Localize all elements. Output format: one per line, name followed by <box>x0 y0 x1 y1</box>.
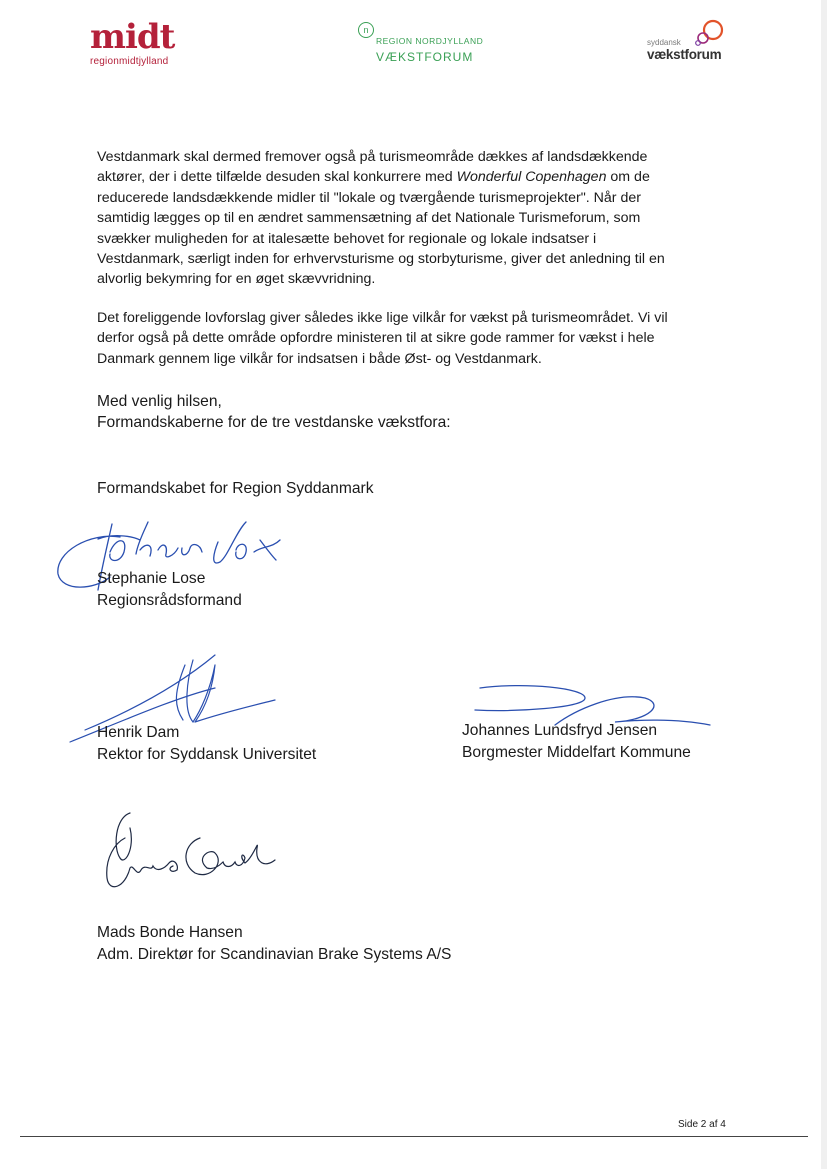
p1-line-3: reducerede landsdækkende midler til "lokale og tværgående turismeprojekter". Når der <box>97 189 641 206</box>
signatory-2-name: Henrik Dam <box>97 724 180 741</box>
logo-nord-line1: REGION NORDJYLLAND <box>376 36 484 46</box>
logo-midt-sub: regionmidtjylland <box>90 56 169 67</box>
logo-region-midtjylland <box>90 17 200 70</box>
syddansk-swirl-icon <box>692 18 724 48</box>
closing-greeting: Med venlig hilsen, <box>97 393 222 410</box>
paragraph-2 <box>97 308 737 369</box>
p2-line-1: Det foreliggende lovforslag giver således ikke lige vilkår for vækst på turismeområdet. Vi vil <box>97 310 668 326</box>
signatory-4-name: Mads Bonde Hansen <box>97 924 243 941</box>
p1-line-4: samtidig lægges op til en ændret sammensætning af det Nationale Turismeforum, som <box>97 210 641 227</box>
logo-syd-small: syddansk <box>647 38 681 47</box>
p1-line-6: Vestdanmark, særligt inden for erhvervsturisme og storbyturisme, giver det anledning til en <box>97 251 665 268</box>
scan-edge <box>821 0 827 1169</box>
p2-line-2: derfor også på dette område opfordre ministeren til at sikre gode rammer for vækst i hele <box>97 330 655 347</box>
closing-subtitle: Formandskaberne for de tre vestdanske vækstfora: <box>97 414 451 431</box>
signatory-3-name: Johannes Lundsfryd Jensen <box>462 722 658 739</box>
group-title: Formandskabet for Region Syddanmark <box>97 480 374 497</box>
p1-line-2: aktører, der i dette tilfælde desuden skal konkurrere med Wonderful Copenhagen om de <box>97 169 650 186</box>
logo-syd-big: vækstforum <box>647 47 722 62</box>
signatory-4-title: Adm. Direktør for Scandinavian Brake Systems A/S <box>97 946 452 963</box>
logo-midt-word: midt <box>90 17 175 57</box>
logo-region-nordjylland <box>358 20 498 70</box>
signatory-1-title: Regionsrådsformand <box>97 592 242 609</box>
logo-nord-line2: VÆKSTFORUM <box>376 50 474 64</box>
wonderful-copenhagen: Wonderful Copenhagen <box>456 169 607 186</box>
paragraph-1 <box>97 147 737 290</box>
p2-line-3: Danmark gennem lige vilkår for indsatsen i både Øst- og Vestdanmark. <box>97 350 542 367</box>
signatory-1-name: Stephanie Lose <box>97 570 206 587</box>
signatory-3-title: Borgmester Middelfart Kommune <box>462 744 691 761</box>
logo-nord-mark: n <box>358 22 374 38</box>
p1-line-5: svækker muligheden for at italesætte behovet for regionale og lokale indsatser i <box>97 230 597 247</box>
p1-line-1: Vestdanmark skal dermed fremover også på turismeområde dækkes af landsdækkende <box>97 149 648 165</box>
p1-line-7: alvorlig bekymring for en øget skævvridning. <box>97 271 376 288</box>
page-number: Side 2 af 4 <box>678 1119 726 1130</box>
logo-syddansk-vaekstforum <box>640 18 740 68</box>
signature-mads-bonde-hansen <box>95 808 295 903</box>
footer-divider <box>20 1136 808 1137</box>
signatory-2-title: Rektor for Syddansk Universitet <box>97 746 317 763</box>
